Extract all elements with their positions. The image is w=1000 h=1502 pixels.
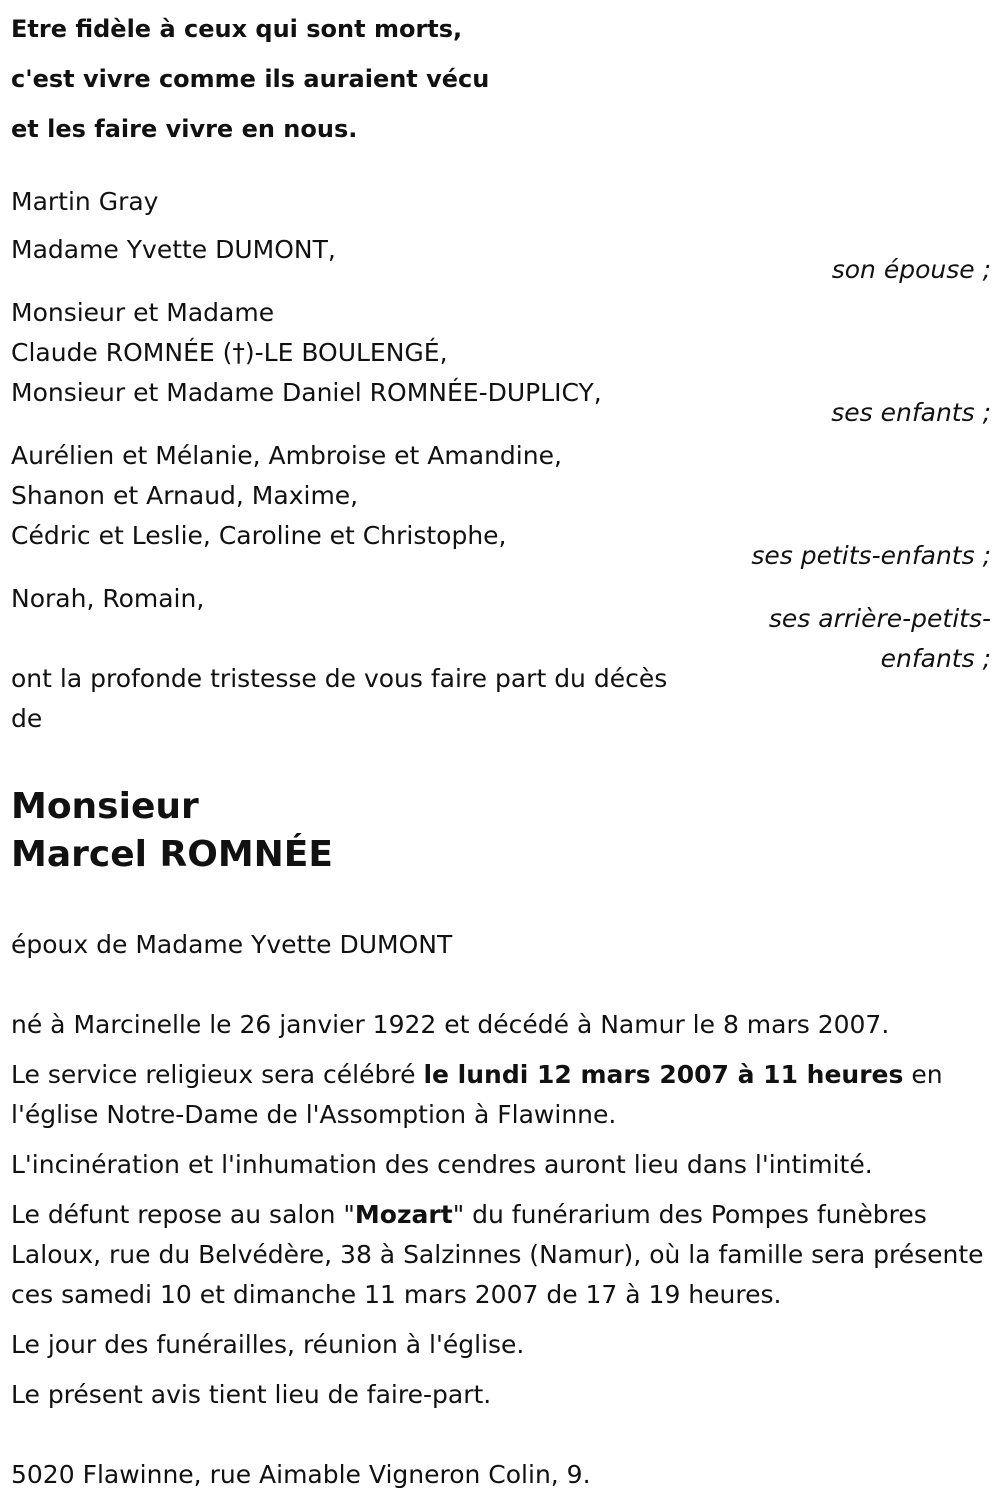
family-name-line: Aurélien et Mélanie, Ambroise et Amandine, [11, 441, 562, 470]
family-name-line: Cédric et Leslie, Caroline et Christophe, [11, 521, 507, 550]
service-date-bold: le lundi 12 mars 2007 à 11 heures [423, 1060, 904, 1089]
family-role: ses enfants ; [831, 398, 991, 427]
family-name-line: Norah, Romain, [11, 584, 205, 613]
family-role-line: enfants ; [880, 644, 991, 673]
cremation-paragraph: L'incinération et l'inhumation des cendres auront lieu dans l'intimité. [11, 1150, 873, 1179]
deceased-name-block [11, 783, 991, 879]
family-names [11, 293, 731, 413]
rest-text-suffix: " du funérarium des Pompes funèbres Laloux, rue du Belvédère, 38 à Salzinnes (Namur), où la famille sera présente ces samedi 10 et dimanche 11 mars 2007 de 17 à 19 heures. [11, 1200, 984, 1309]
announcement-line: ont la profonde tristesse de vous faire part du décès [11, 664, 668, 693]
notice-paragraph: Le présent avis tient lieu de faire-part. [11, 1380, 492, 1409]
family-role: son épouse ; [831, 255, 991, 284]
family-role [769, 599, 991, 679]
service-text-suffix: en l'église Notre-Dame de l'Assomption à Flawinne. [11, 1060, 943, 1129]
family-name-line: Shanon et Arnaud, Maxime, [11, 481, 359, 510]
quote-line: Etre fidèle à ceux qui sont morts, [11, 15, 463, 43]
birth-death-text: né à Marcinelle le 26 janvier 1922 et décédé à Namur le 8 mars 2007. [11, 1010, 890, 1039]
family-role: ses petits-enfants ; [751, 541, 991, 570]
salon-name-bold: Mozart [354, 1200, 453, 1229]
family-group-great-grandchildren [11, 579, 991, 673]
funeral-day-paragraph: Le jour des funérailles, réunion à l'église. [11, 1330, 525, 1359]
service-paragraph [11, 1055, 991, 1135]
family-group-children [11, 293, 991, 436]
quote-author: Martin Gray [11, 187, 159, 216]
announcement-line: de [11, 704, 43, 733]
service-text-prefix: Le service religieux sera célébré [11, 1060, 424, 1089]
obituary-notice [11, 4, 991, 1495]
family-names [11, 230, 731, 270]
deceased-title: Monsieur [11, 786, 199, 827]
deceased-name: Marcel ROMNÉE [11, 834, 333, 875]
family-names [11, 579, 731, 619]
rest-paragraph [11, 1195, 991, 1315]
family-names [11, 436, 731, 556]
rest-text-prefix: Le défunt repose au salon " [11, 1200, 355, 1229]
spouse-of-text: époux de Madame Yvette DUMONT [11, 930, 453, 959]
family-group-grandchildren [11, 436, 991, 579]
quote-block [11, 4, 991, 154]
family-role-line: ses arrière-petits- [768, 604, 991, 633]
family-group-spouse [11, 230, 991, 284]
quote-line: et les faire vivre en nous. [11, 115, 358, 143]
family-name-line: Madame Yvette DUMONT, [11, 235, 336, 264]
family-name-line: Monsieur et Madame [11, 298, 275, 327]
quote-line: c'est vivre comme ils auraient vécu [11, 65, 490, 93]
family-name-line: Claude ROMNÉE (†)-LE BOULENGÉ, [11, 338, 448, 367]
family-name-line: Monsieur et Madame Daniel ROMNÉE-DUPLICY, [11, 378, 602, 407]
family-address: 5020 Flawinne, rue Aimable Vigneron Colin, 9. [11, 1460, 591, 1489]
